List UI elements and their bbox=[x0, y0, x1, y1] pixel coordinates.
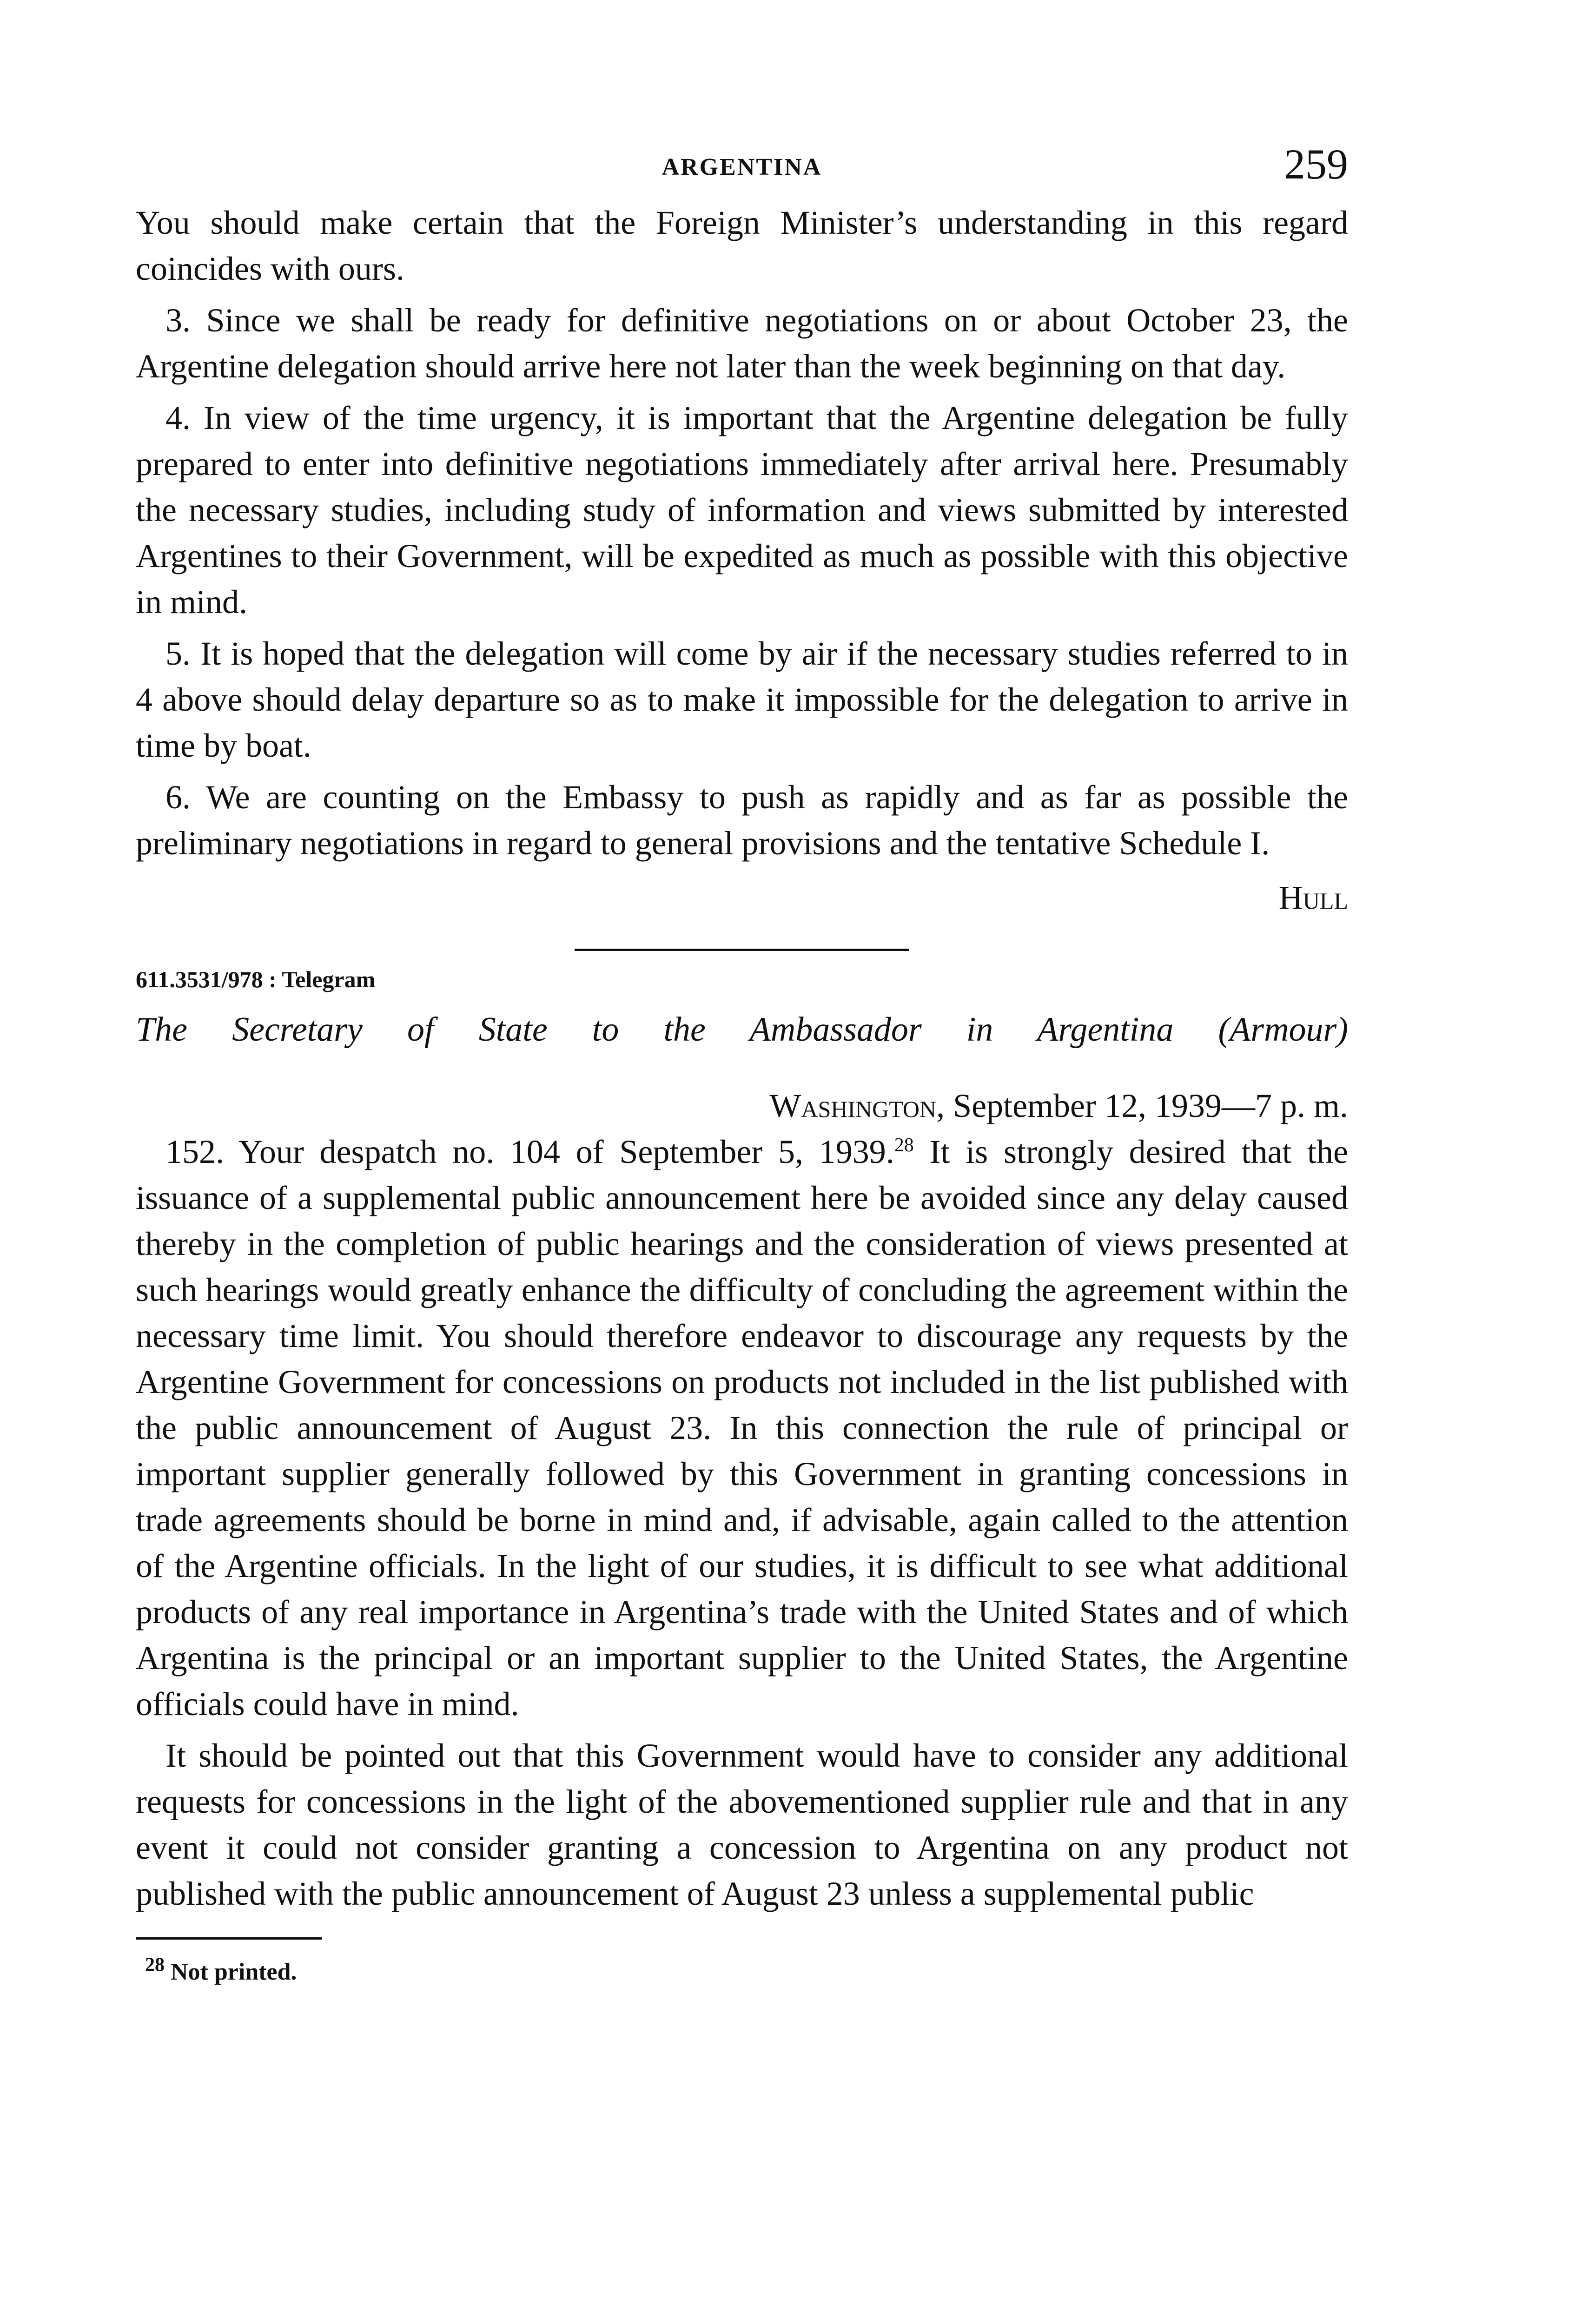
footnote-28 bbox=[136, 1954, 1348, 1986]
document-page bbox=[136, 139, 1348, 1986]
footnote-text: Not printed. bbox=[165, 1959, 297, 1985]
dateline-date: , September 12, 1939—7 p. m. bbox=[936, 1087, 1348, 1124]
file-number: 611.3531/978 : Telegram bbox=[136, 966, 376, 992]
telegram-paragraph-1 bbox=[136, 1129, 1348, 1727]
section-divider bbox=[575, 949, 909, 951]
telegram-paragraph-1-start: 152. Your despatch no. 104 of September 5, 1939. bbox=[165, 1133, 894, 1170]
paragraph-6: 6. We are counting on the Embassy to push as rapidly and as far as possible the preliminary negotiations in regard to general provisions and the tentative Schedule I. bbox=[136, 779, 1348, 862]
running-header bbox=[136, 139, 1348, 200]
page-number: 259 bbox=[1284, 140, 1348, 188]
running-title: ARGENTINA bbox=[662, 154, 822, 180]
telegram-paragraph-2: It should be pointed out that this Government would have to consider any additional requests for concessions in the light of the abovementioned supplier rule and that in any event it could not consider granting a concession to Argentina on any product not published with the public announcement of August 23 unless a supplemental public bbox=[136, 1737, 1348, 1912]
footnote-divider bbox=[136, 1937, 322, 1940]
paragraph-3: 3. Since we shall be ready for definitive negotiations on or about October 23, the Argentine delegation should arrive here not later than the week beginning on that day. bbox=[136, 302, 1348, 385]
signature: Hull bbox=[1278, 879, 1348, 916]
paragraph-continued: You should make certain that the Foreign Minister’s understanding in this regard coincides with ours. bbox=[136, 204, 1348, 287]
document-title: The Secretary of State to the Ambassador in Argentina (Armour) bbox=[136, 1010, 1348, 1049]
footnote-reference: 28 bbox=[894, 1135, 914, 1156]
paragraph-5: 5. It is hoped that the delegation will come by air if the necessary studies referred to in 4 above should delay departure so as to make it impossible for the delegation to arrive in time by boat. bbox=[136, 635, 1348, 764]
dateline-place: Washington bbox=[769, 1087, 937, 1124]
paragraph-4: 4. In view of the time urgency, it is important that the Argentine delegation be fully prepared to enter into definitive negotiations immediately after arrival here. Presumably the necessary studies, including study of information and views submitted by interested Argentines to their Government, will be expedited as much as possible with this objective in mind. bbox=[136, 399, 1348, 621]
dateline bbox=[136, 1083, 1348, 1129]
footnote-marker: 28 bbox=[145, 1954, 165, 1976]
telegram-paragraph-1-rest: It is strongly desired that the issuance of a supplemental public announcement here be avoided since any delay caused thereby in the completion of public hearings and the consideration of views presented at such hearings would greatly enhance the difficulty of concluding the agreement within the necessary time limit. You should therefore endeavor to discourage any requests by the Argentine Government for concessions on products not included in the list published with the public announcement of August 23. In this connection the rule of principal or important supplier generally followed by this Government in granting concessions in trade agreements should be borne in mind and, if advisable, again called to the attention of the Argentine officials. In the light of our studies, it is difficult to see what additional products of any real importance in Argentina’s trade with the United States and of which Argentina is the principal or an important supplier to the United States, the Argentine officials could have in mind. bbox=[136, 1133, 1348, 1723]
